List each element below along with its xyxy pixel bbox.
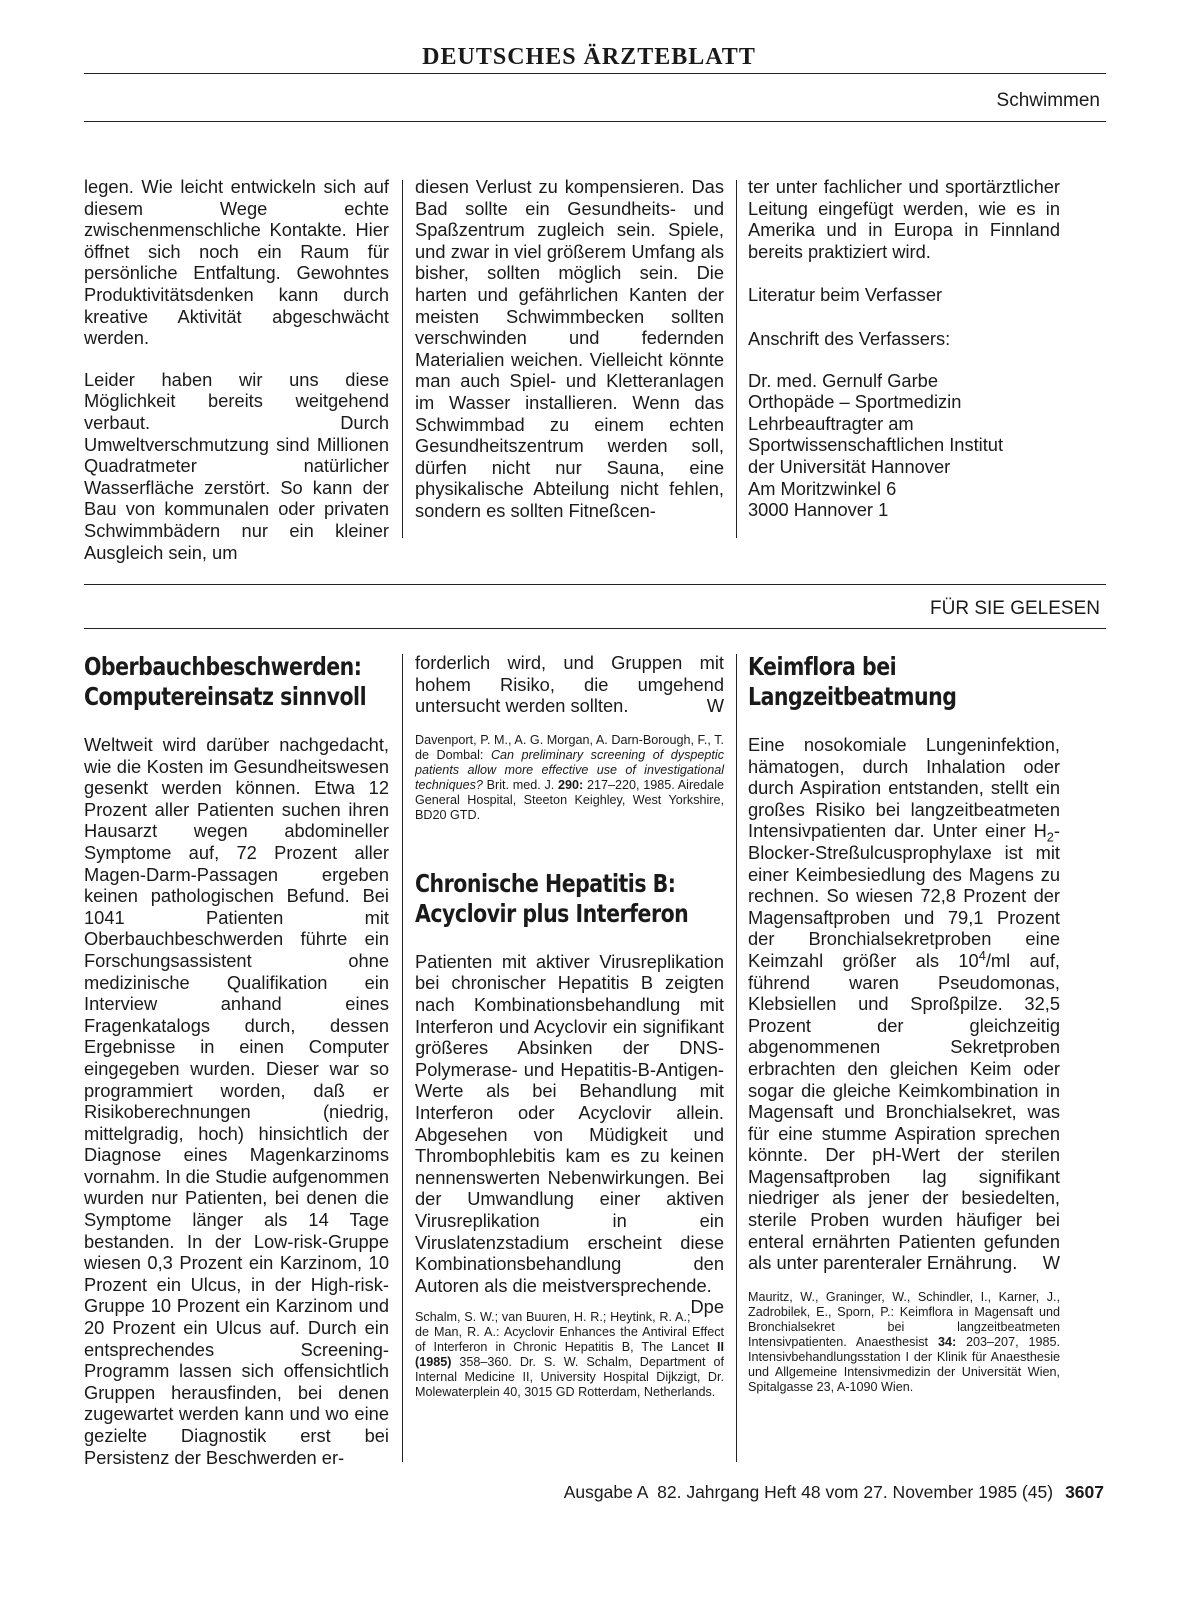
article-2-body: Patienten mit aktiver Virusreplikation bei chronischer Hepatitis B zeigten nach Kombinationsbehandlung mit Interferon und Acyclovir ein signifikant größeres Absinken der DNS-Polymerase- und Hepatitis-B-Antigen-Werte als bei Behandlung mit Interferon oder Acyclovir allein. Abgesehen von Müdigkeit und Thrombophlebitis kam es zu keinen nennenswerten Nebenwirkungen. Bei der Umwandlung einer aktiven Virusreplikation in ein Viruslatenzstadium erscheint diese Kombinationsbehandlung den Autoren als die meistversprechende. Dpe [415,950,724,1318]
address-line: Orthopäde – Sportmedizin [748,391,962,413]
article-1-column [84,652,389,1468]
address-line: Am Moritzwinkel 6 [748,477,897,499]
column-divider [402,654,403,1462]
address-line: Lehrbeauftragter am [748,412,914,434]
address-line: 3000 Hannover 1 [748,499,889,521]
article-3-headline [748,652,1060,712]
article-3-signature: W [1042,1252,1060,1274]
article-1-body: Weltweit wird darüber nachgedacht, wie die Kosten im Gesundheitswesen gesenkt werden können. Etwa 12 Prozent aller Patienten suchen ihren Hausarzt wegen abdomineller Symptome auf, 72 Prozent aller Magen-Darm-Passagen ergeben keinen pathologischen Befund. Bei 1041 Patienten mit Oberbauchbeschwerden führte ein Forschungsassistent ohne medizinische Qualifikation ein Interview anhand eines Fragenkatalogs durch, dessen Ergebnisse in einen Computer eingegeben wurden. Dieser war so programmiert worden, daß er Risikoberechnungen (niedrig, mittelgradig, hoch) hinsichtlich der Diagnose eines Magenkarzinoms vornahm. In die Studie aufgenommen wurden nur Patienten, bei denen die Symptome länger als 14 Tage bestanden. In der Low-risk-Gruppe wiesen 0,3 Prozent ein Karzinom, 10 Prozent ein Ulcus, in der High-risk-Gruppe 10 Prozent ein Karzinom und 20 Prozent ein Ulcus auf. Durch ein entsprechendes Screening-Programm lassen sich offensichtlich Gruppen herausfinden, bei denen zugewartet werden kann und wo eine gezielte Diagnostik erst bei Persistenz der Beschwerden er- [84,734,389,1468]
page-number: 3607 [1065,1482,1104,1502]
article-3-reference: Mauritz, W., Graninger, W., Schindler, I., Karner, J., Zadrobilek, E., Sporn, P.: Keimflora in Magensaft und Bronchialsekret bei langzeitbeatmeten Intensivpatienten. Anaesthesist 34: 203–207, 1985. Intensivbehandlungsstation I der Klinik für Anaesthesie und Allgemeine Intensivmedizin der Universität Wien, Spitalgasse 23, A-1090 Wien. [748,1289,1060,1394]
issue-info: Ausgabe A 82. Jahrgang Heft 48 vom 27. November 1985 (45) [563,1482,1054,1502]
top-column-3 [748,176,1060,521]
address-label: Anschrift des Verfassers: [748,327,951,349]
address-line: der Universität Hannover [748,455,951,477]
top-column-2 [415,176,724,522]
article-1-signature: W [706,695,724,717]
masthead: DEUTSCHES ÄRZTEBLATT [422,44,756,70]
article-2-column [415,652,724,1420]
section-rule-top [84,121,1106,122]
article-2-headline [415,869,724,929]
top-column-1 [84,176,389,563]
column-divider [736,180,737,538]
article-1-reference: Davenport, P. M., A. G. Morgan, A. Darn-Borough, F., T. de Dombal: Can preliminary screening of dyspeptic patients allow more effective use of investigational techniques? Brit. med. J. 290: 217–220, 1985. Airedale General Hospital, Steeton Keighley, West Yorkshire, BD20 GTD. [415,732,724,822]
article-2-reference: Schalm, S. W.; van Buuren, H. R.; Heytink, R. A.; de Man, R. A.: Acyclovir Enhances the Antiviral Effect of Interferon in Chronic Hepatitis B, The Lancet II (1985) 358–360. Dr. S. W. Schalm, Department of Internal Medicine II, University Hospital Dijkzigt, Dr. Molewaterplein 40, 3015 GD Rotterdam, Netherlands. [415,1310,724,1400]
address-line: Dr. med. Gernulf Garbe [748,369,938,391]
headline-line: Keimflora bei [748,652,897,681]
literature-note: Literatur beim Verfasser [748,284,943,306]
headline-line: Computereinsatz sinnvoll [84,682,367,711]
section-rule-mid-2 [84,628,1106,629]
article-1-headline [84,652,389,712]
column-divider [736,654,737,1462]
column-divider [402,180,403,538]
page-footer [0,1482,1104,1503]
section-label-top: Schwimmen [996,90,1100,111]
headline-line: Oberbauchbeschwerden: [84,652,362,681]
author-address [748,370,1060,521]
paragraph: Leider haben wir uns diese Möglichkeit bereits weitgehend verbaut. Durch Umweltverschmutzung sind Millionen Quadratmeter natürlicher Wasserfläche zerstört. So kann der Bau von kommunalen oder privaten Schwimmbädern nur ein kleiner Ausgleich sein, um [84,368,389,563]
address-line: Sportwissenschaftlichen Institut [748,434,1004,456]
masthead-rule [84,73,1106,74]
headline-line: Chronische Hepatitis B: [415,868,676,898]
article-2-signature: Dpe [690,1296,724,1318]
section-rule-mid [84,584,1106,585]
section-label-mid: FÜR SIE GELESEN [930,598,1100,619]
paragraph: ter unter fachlicher und sportärztlicher Leitung eingefügt werden, wie es in Amerika und in Europa in Finnland bereits praktiziert wird. [748,176,1060,262]
paragraph: legen. Wie leicht entwickeln sich auf diesem Wege echte zwischenmenschliche Kontakte. Hier öffnet sich noch ein Raum für persönliche Entfaltung. Gewohntes Produktivitätsdenken kann durch kreative Aktivität abgeschwächt werden. [84,176,389,349]
article-1-continuation: forderlich wird, und Gruppen mit hohem Risiko, die umgehend untersucht werden sollten. W [415,652,724,717]
article-3-column [748,652,1060,1415]
headline-line: Langzeitbeatmung [748,682,957,711]
headline-line: Acyclovir plus Interferon [415,898,689,928]
article-3-body: Eine nosokomiale Lungeninfektion, hämatogen, durch Inhalation oder durch Aspiration entstanden, stellt ein großes Risiko bei langzeitbeatmeten Intensivpatienten dar. Unter einer $H_2-Blocker$-Streßulcusprophylaxe ist mit einer Keimbesiedlung des Magens zu rechnen. So wiesen 72,8 Prozent der Magensaftproben und 79,1 Prozent der Bronchialsekretproben eine Keimzahl größer als $10^4/ml$ auf, führend waren Pseudomonas, Klebsiellen und Sproßpilze. 32,5 Prozent der gleichzeitig abgenommenen Sekretproben erbrachten den gleichen Keim oder sogar die gleiche Keimkombination in Magensaft und Bronchialsekret, was für eine stumme Aspiration sprechen könnte. Der pH-Wert der sterilen Magensaftproben lag signifikant niedriger als jener der besiedelten, sterile Proben wurden häufiger bei enteral ernährten Patienten gefunden als unter parenteraler Ernährung. W [748,734,1060,1274]
paragraph: diesen Verlust zu kompensieren. Das Bad sollte ein Gesundheits- und Spaßzentrum zugleich sein. Spiele, und zwar in viel größerem Umfang als bisher, sollten möglich sein. Die harten und gefährlichen Kanten der meisten Schwimmbecken sollten verschwinden und federnden Materialien weichen. Vielleicht könnte man auch Spiel- und Kletteranlagen im Wasser installieren. Wenn das Schwimmbad zu einem echten Gesundheitszentrum werden soll, dürfen nicht nur Sauna, eine physikalische Abteilung nicht fehlen, sondern es sollten Fitneßcen- [415,176,724,521]
